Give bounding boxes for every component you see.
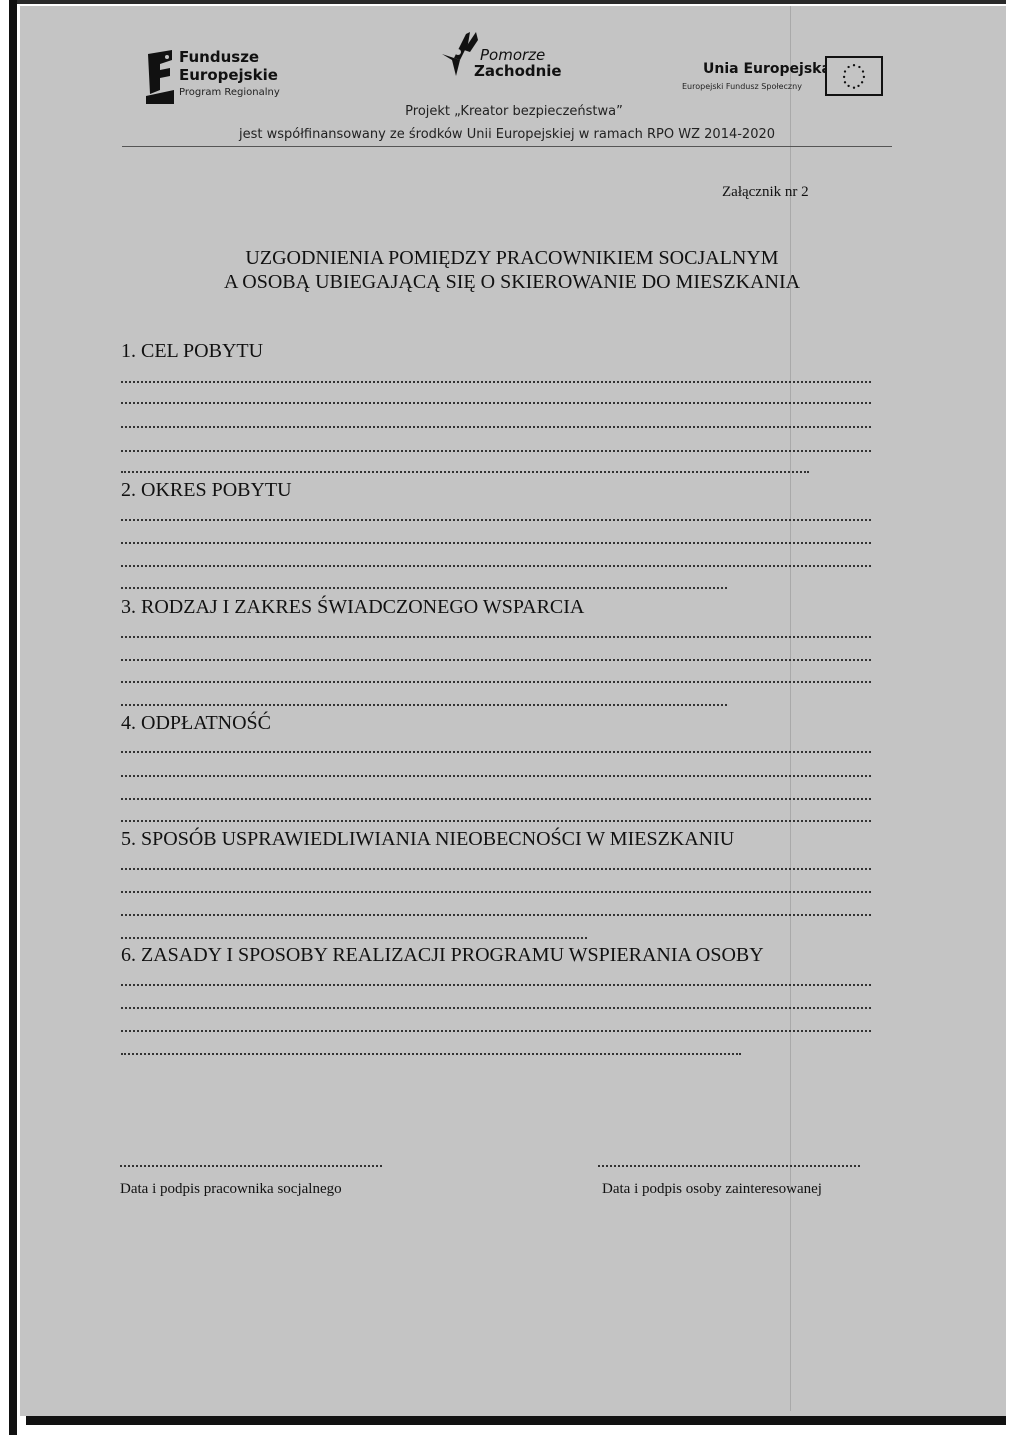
fill-in-line[interactable] bbox=[121, 402, 871, 404]
fill-in-line[interactable] bbox=[121, 984, 871, 986]
fill-in-line[interactable] bbox=[121, 471, 809, 473]
fundusze-europejskie-mark-icon bbox=[146, 50, 174, 104]
fill-in-line[interactable] bbox=[121, 868, 871, 870]
fill-in-line[interactable] bbox=[121, 751, 871, 753]
paper-sheet bbox=[20, 6, 1006, 1416]
fill-in-line[interactable] bbox=[121, 565, 871, 567]
header-divider bbox=[122, 146, 892, 147]
section-heading: 2. OKRES POBYTU bbox=[121, 479, 292, 501]
signature-label-applicant: Data i podpis osoby zainteresowanej bbox=[602, 1181, 822, 1197]
fill-in-line[interactable] bbox=[121, 426, 871, 428]
annex-number: Załącznik nr 2 bbox=[722, 184, 809, 200]
document-title-line1: UZGODNIENIA POMIĘDZY PRACOWNIKIEM SOCJALNYM bbox=[245, 247, 779, 269]
fill-in-line[interactable] bbox=[121, 1007, 871, 1009]
fill-in-line[interactable] bbox=[121, 914, 871, 916]
fill-in-line[interactable] bbox=[121, 820, 871, 822]
document-title-line2: A OSOBĄ UBIEGAJĄCĄ SIĘ O SKIEROWANIE DO MIESZKANIA bbox=[223, 271, 801, 293]
pz-logo-line2: Zachodnie bbox=[474, 62, 562, 80]
fill-in-line[interactable] bbox=[121, 937, 587, 939]
section-heading: 3. RODZAJ I ZAKRES ŚWIADCZONEGO WSPARCIA bbox=[121, 596, 585, 618]
signature-line-applicant[interactable] bbox=[598, 1165, 860, 1167]
pz-logo-line1: Pomorze bbox=[480, 46, 546, 64]
ue-logo-line2: Europejski Fundusz Społeczny bbox=[682, 82, 802, 91]
fill-in-line[interactable] bbox=[121, 775, 871, 777]
section-heading: 4. ODPŁATNOŚĆ bbox=[121, 712, 272, 734]
fill-in-line[interactable] bbox=[121, 1030, 871, 1032]
fill-in-line[interactable] bbox=[121, 659, 871, 661]
section-heading: 5. SPOSÓB USPRAWIEDLIWIANIA NIEOBECNOŚCI W MIESZKANIU bbox=[121, 828, 735, 850]
fill-in-line[interactable] bbox=[121, 519, 871, 521]
fill-in-line[interactable] bbox=[121, 381, 871, 383]
fill-in-line[interactable] bbox=[121, 1053, 741, 1055]
ue-logo-line1: Unia Europejska bbox=[703, 61, 831, 77]
fill-in-line[interactable] bbox=[121, 542, 871, 544]
eu-flag-icon bbox=[825, 56, 883, 96]
signature-label-caseworker: Data i podpis pracownika socjalnego bbox=[120, 1181, 342, 1197]
fill-in-line[interactable] bbox=[121, 704, 727, 706]
fe-logo-line3: Program Regionalny bbox=[179, 87, 280, 98]
fill-in-line[interactable] bbox=[121, 891, 871, 893]
fe-logo-line1: Fundusze bbox=[179, 48, 260, 66]
scan-edge-top bbox=[9, 0, 1024, 4]
scan-edge-left bbox=[9, 0, 17, 1435]
fill-in-line[interactable] bbox=[121, 636, 871, 638]
section-heading: 1. CEL POBYTU bbox=[121, 340, 264, 362]
signature-line-caseworker[interactable] bbox=[120, 1165, 382, 1167]
paper-fold-line bbox=[790, 6, 791, 1411]
project-name: Projekt „Kreator bezpieczeństwa” bbox=[405, 104, 623, 119]
fe-logo-line2: Europejskie bbox=[179, 66, 278, 84]
fill-in-line[interactable] bbox=[121, 798, 871, 800]
scan-margin-right bbox=[1006, 0, 1024, 1435]
scan-edge-bottom bbox=[26, 1416, 1006, 1425]
fill-in-line[interactable] bbox=[121, 587, 727, 589]
project-funding-note: jest współfinansowany ze środków Unii Europejskiej w ramach RPO WZ 2014-2020 bbox=[238, 127, 776, 142]
section-heading: 6. ZASADY I SPOSOBY REALIZACJI PROGRAMU WSPIERANIA OSOBY bbox=[121, 944, 764, 966]
fill-in-line[interactable] bbox=[121, 450, 871, 452]
fill-in-line[interactable] bbox=[121, 681, 871, 683]
